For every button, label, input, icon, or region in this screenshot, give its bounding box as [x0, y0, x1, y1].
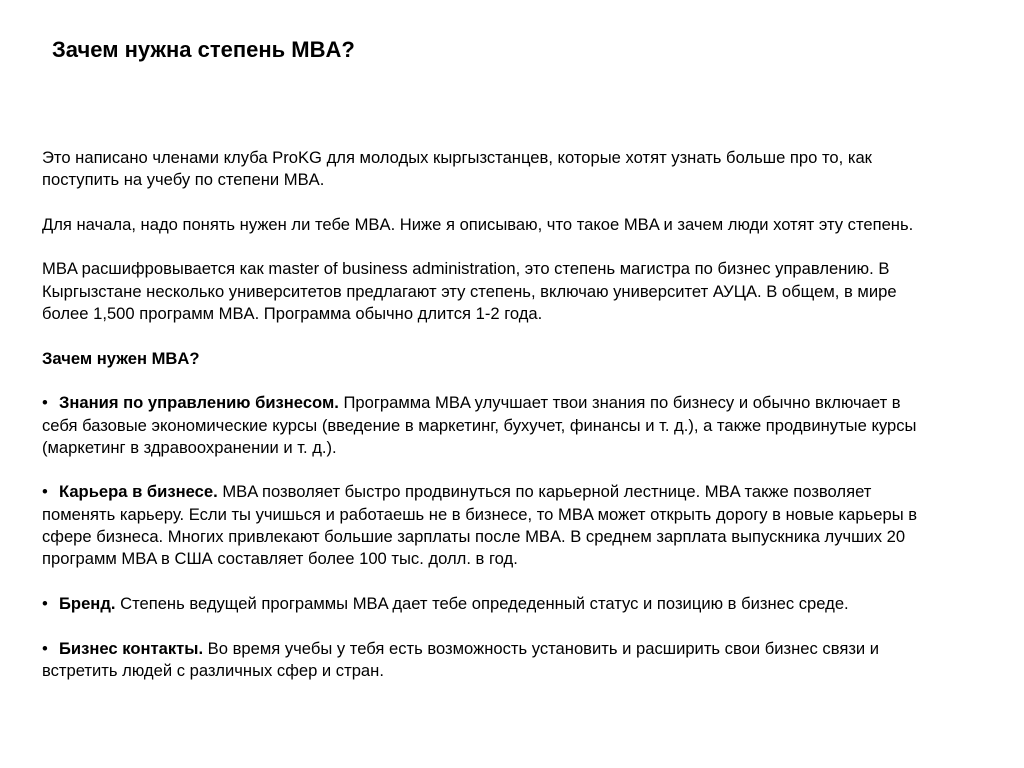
bullet-lead: Карьера в бизнесе.	[59, 482, 218, 502]
document-body	[42, 147, 932, 682]
bullet-lead: Бизнес контакты.	[59, 638, 204, 658]
bullet-item	[42, 593, 932, 615]
page-title: Зачем нужна степень MBA?	[52, 37, 355, 62]
bullet-item	[42, 481, 932, 570]
bullet-lead: Знания по управлению бизнесом.	[59, 393, 339, 413]
intro-paragraph: Это написано членами клуба ProKG для молодых кыргызстанцев, которые хотят узнать больше про то, как поступить на учебу по степени MBA.	[42, 148, 872, 190]
bullet-marker: •	[42, 393, 48, 413]
bullet-text: Программа MBA улучшает твои знания по бизнесу и обычно включает в себя базовые экономические курсы (введение в маркетинг, бухучет, финансы и т. д.), а также продвинутые курсы (маркетинг в здравоохранении и т. д.).	[42, 393, 917, 457]
intro-paragraph: Для начала, надо понять нужен ли тебе MBA. Ниже я описываю, что такое MBA и зачем люди хотят эту степень.	[42, 214, 914, 234]
bullet-text: Степень ведущей программы MBA дает тебе опредеденный статус и позицию в бизнес среде.	[115, 593, 849, 613]
bullet-marker: •	[42, 593, 48, 613]
bullet-lead: Бренд.	[59, 593, 116, 613]
bullet-marker: •	[42, 638, 48, 658]
bullet-text: Во время учебы у тебя есть возможность установить и расширить свои бизнес связи и встретить людей с различных сфер и стран.	[42, 638, 880, 680]
bullet-marker: •	[42, 482, 48, 502]
bullet-item	[42, 638, 932, 683]
section-heading: Зачем нужен MBA?	[42, 348, 200, 368]
bullet-text: MBA позволяет быстро продвинуться по карьерной лестнице. MBA также позволяет поменять карьеру. Если ты учишься и работаешь не в бизнесе, то MBA может открыть дорогу в новые карьеры в сфере бизнеса. Многих привлекают большие зарплаты после MBA. В среднем зарплата выпускника лучших 20 программ MBA в США составляет более 100 тыс. долл. в год.	[42, 482, 918, 569]
intro-paragraph: MBA расшифровывается как master of business administration, это степень магистра по бизнес управлению. В Кыргызстане несколько университетов предлагают эту степень, включаю университет АУЦА. В общем, в мире более 1,500 программ MBA. Программа обычно длится 1-2 года.	[42, 259, 897, 324]
bullet-item	[42, 392, 932, 459]
